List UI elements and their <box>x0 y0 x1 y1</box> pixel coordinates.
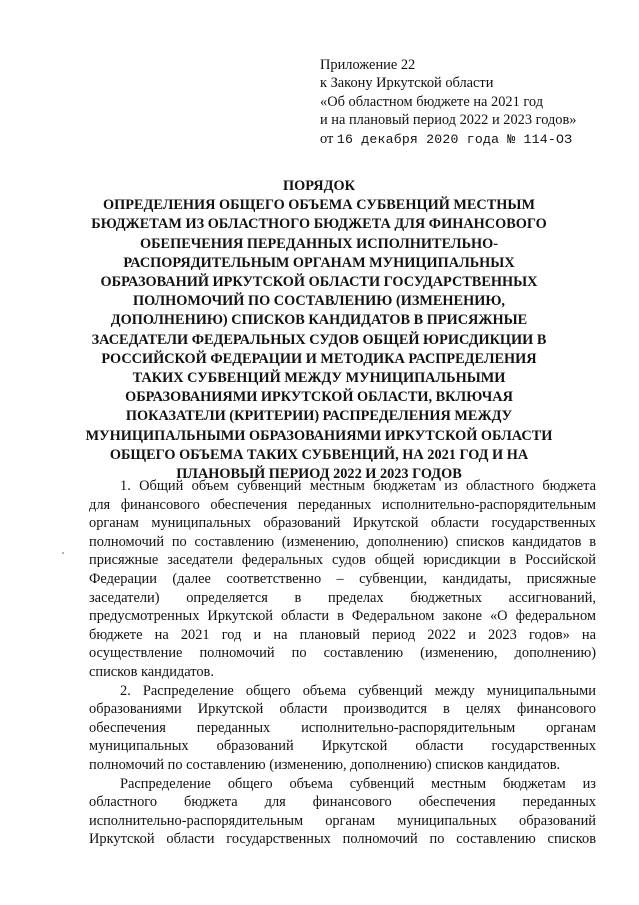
appendix-header <box>320 56 620 149</box>
body-line: обеспечения переданных исполнительно-распорядительным органам <box>89 719 596 736</box>
body-line: осуществление полномочий по составлению (изменению, дополнению) <box>89 645 596 662</box>
appendix-line: к Закону Иркутской области <box>320 75 494 92</box>
title-line: РАСПОРЯДИТЕЛЬНЫМ ОРГАНАМ МУНИЦИПАЛЬНЫХ <box>123 254 515 271</box>
appendix-line: и на плановый период 2022 и 2023 годов» <box>320 112 577 129</box>
title-line: ПЛАНОВЫЙ ПЕРИОД 2022 И 2023 ГОДОВ <box>176 466 462 483</box>
body-line: 2. Распределение общего объема субвенций между муниципальными <box>120 682 596 699</box>
title-line: БЮДЖЕТАМ ИЗ ОБЛАСТНОГО БЮДЖЕТА ДЛЯ ФИНАНСОВОГО <box>91 216 547 233</box>
body-line: Распределение общего объема субвенций местным бюджетам из <box>120 775 596 792</box>
body-line: Федерации (далее соответственно – субвенции, кандидаты, присяжные <box>89 570 596 587</box>
title-line: ОБРАЗОВАНИЯМИ ИРКУТСКОЙ ОБЛАСТИ, ВКЛЮЧАЯ <box>125 389 513 406</box>
title-line: ТАКИХ СУБВЕНЦИЙ МЕЖДУ МУНИЦИПАЛЬНЫМИ <box>132 370 506 387</box>
document-title <box>78 177 560 484</box>
title-line: ПОЛНОМОЧИЙ ПО СОСТАВЛЕНИЮ (ИЗМЕНЕНИЮ, <box>132 293 506 310</box>
body-line: заседатели) определяется в пределах бюджетных ассигнований, <box>89 589 596 606</box>
title-line: МУНИЦИПАЛЬНЫМИ ОБРАЗОВАНИЯМИ ИРКУТСКОЙ ОБЛАСТИ <box>85 427 553 444</box>
body-line: списков кандидатов. <box>89 663 214 680</box>
title-line: ДОПОЛНЕНИЮ) СПИСКОВ КАНДИДАТОВ В ПРИСЯЖНЫЕ <box>110 312 528 329</box>
body-line: исполнительно-распорядительным органам муниципальных образований <box>89 812 596 829</box>
body-line: для финансового обеспечения переданных исполнительно-распорядительным <box>89 496 596 513</box>
body-line: присяжные заседатели федеральных судов общей юрисдикции в Российской <box>89 552 596 569</box>
body-line: предусмотренных Иркутской области в Федеральном законе «О федеральном <box>89 608 596 625</box>
scan-speck <box>62 552 64 554</box>
body-line: Иркутской области государственных полномочий по составлению списков <box>89 831 596 848</box>
appendix-date-stamp: 16 декабря 2020 года № 114-ОЗ <box>336 131 573 147</box>
body-line: полномочий по составлению (изменению, дополнению) списков кандидатов в <box>89 533 596 550</box>
appendix-line: «Об областном бюджете на 2021 год <box>320 93 544 110</box>
body-line: образованиями Иркутской области производится в целях финансового <box>89 701 596 718</box>
appendix-line: Приложение 22 <box>320 57 416 73</box>
title-line: ОПРЕДЕЛЕНИЯ ОБЩЕГО ОБЪЕМА СУБВЕНЦИЙ МЕСТНЫМ <box>103 197 535 214</box>
body-line: муниципальных образований Иркутской области государственных <box>89 738 596 755</box>
title-line: ОБРАЗОВАНИЙ ИРКУТСКОЙ ОБЛАСТИ ГОСУДАРСТВЕННЫХ <box>100 274 538 291</box>
appendix-date-prefix: от <box>320 130 334 147</box>
title-line: РОССИЙСКОЙ ФЕДЕРАЦИИ И МЕТОДИКА РАСПРЕДЕЛЕНИЯ <box>101 350 537 367</box>
body-line: органам муниципальных образований Иркутской области государственных <box>89 515 596 532</box>
body-line: 1. Общий объем субвенций местным бюджетам из областного бюджета <box>120 478 596 494</box>
body-line: полномочий по составлению (изменению, дополнению) списков кандидатов. <box>89 756 561 773</box>
appendix-date-line <box>320 130 620 149</box>
title-line: ОБЕПЕЧЕНИЯ ПЕРЕДАННЫХ ИСПОЛНИТЕЛЬНО- <box>139 235 499 252</box>
body-line: бюджете на 2021 год и на плановый период 2022 и 2023 годов» на <box>89 626 596 643</box>
title-line: ПОКАЗАТЕЛИ (КРИТЕРИИ) РАСПРЕДЕЛЕНИЯ МЕЖДУ <box>125 408 513 425</box>
title-line: ОБЩЕГО ОБЪЕМА ТАКИХ СУБВЕНЦИЙ, НА 2021 ГОД И НА <box>109 446 529 463</box>
title-line: ПОРЯДОК <box>283 178 355 194</box>
body-line: областного бюджета для финансового обеспечения переданных <box>89 794 596 811</box>
document-body <box>89 477 596 849</box>
title-line: ЗАСЕДАТЕЛИ ФЕДЕРАЛЬНЫХ СУДОВ ОБЩЕЙ ЮРИСДИКЦИИ В <box>91 331 547 348</box>
